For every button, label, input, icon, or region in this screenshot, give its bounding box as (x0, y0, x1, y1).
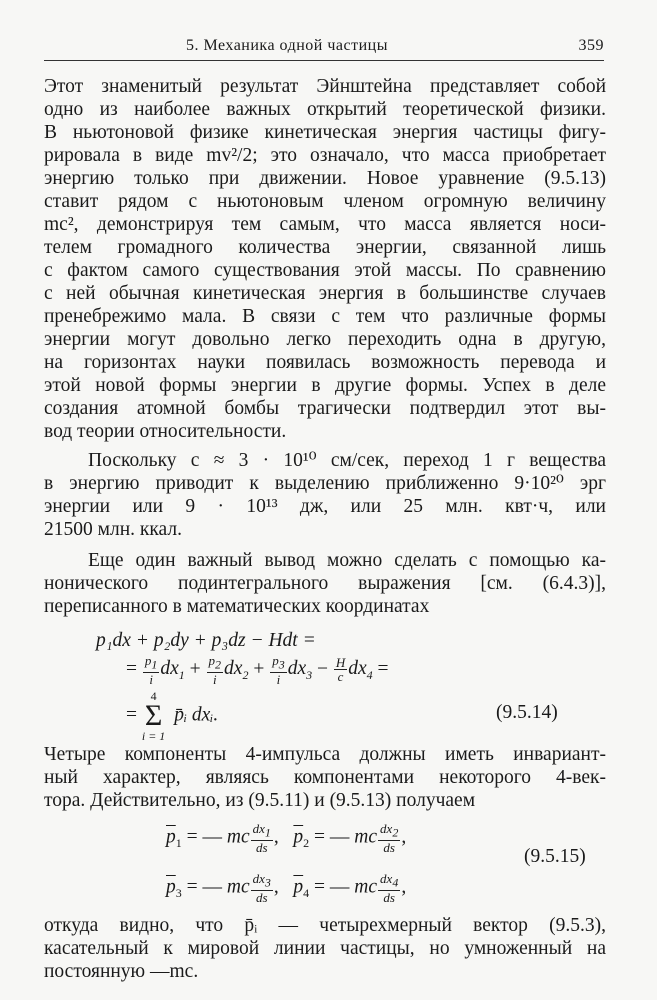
equation-row-1: $\overline{p}_1$ = — mc $\frac{dx_1}{ds}$ , $\overline{p}_2$ = — mc $\frac{dx_2}{ds}$ , (166, 821, 407, 855)
text-line: пренебрежимо мала. В связи с тем что различные формы (44, 306, 606, 327)
running-header (44, 34, 604, 61)
text-line: переписанного в математических координатах (44, 596, 430, 617)
text-line: этой новой формы энергии в другие формы. Успех в деле (44, 375, 606, 396)
text-line: на горизонтах науки появилась возможность перевода и (44, 352, 606, 373)
text-line: энергии могут довольно легко переходить одна в другую, (44, 329, 606, 350)
text-line: Поскольку c ≈ 3 · 10¹⁰ см/сек, переход 1 г вещества (88, 450, 606, 471)
equation-line-3: = 4 Σ i = 1 p̄ᵢ dxᵢ. (126, 689, 219, 743)
chapter-title: 5. Механика одной частицы (186, 37, 388, 54)
text-line: телем громадного количества энергии, связанной лишь (44, 237, 606, 258)
text-line: откуда видно, что p̄ᵢ — четырехмерный вектор (9.5.3), (44, 915, 606, 936)
text-line: Этот знаменитый результат Эйнштейна представляет собой (44, 76, 606, 97)
equation-line-1: p₁dx + p₂dy + p₃dz − Hdt = (96, 630, 316, 651)
text-line: нонического подинтегрального выражения [см. (6.4.3)], (44, 573, 606, 594)
text-line: рировала в виде mv²/2; это означало, что масса приобретает (44, 145, 606, 166)
equation-line-2: = $\frac{p_1}{i}$ $dx_1$ + $\frac{p_2}{i}$ $dx_2$ + $\frac{p_3}{i}$ $dx_3$ − $\frac{H}{c}$ $dx_4$ = (126, 653, 389, 687)
equation-row-2: $\overline{p}_3$ = — mc $\frac{dx_3}{ds}$ , $\overline{p}_4$ = — mc $\frac{dx_4}{ds}$ , (166, 871, 407, 905)
text-line: энергию только при движении. Новое уравнение (9.5.13) (44, 168, 606, 189)
text-line: касательный к мировой линии частицы, но умноженный на (44, 938, 606, 959)
text-line: ный характер, являясь компонентами некоторого 4-век- (44, 767, 606, 788)
text-line: ставит рядом с ньютоновым членом огромную величину (44, 191, 606, 212)
text-line: вод теории относительности. (44, 421, 287, 442)
equation-term: p̄ᵢ dxᵢ. (174, 704, 219, 726)
text-line: в энергию приводит к выделению приближенно 9·10²⁰ эрг (44, 473, 606, 494)
equation-number: (9.5.15) (524, 846, 586, 867)
text-line: Четыре компоненты 4-импульса должны иметь инвариант- (44, 744, 606, 765)
text-line: Еще один важный вывод можно сделать с помощью ка- (88, 550, 606, 571)
text-line: 21500 млн. ккал. (44, 519, 182, 540)
text-line: mc², демонстрируя тем самым, что масса является носи- (44, 214, 606, 235)
text-line: постоянную —mc. (44, 961, 199, 982)
text-line: с ней обычная кинетическая энергия в большинстве случаев (44, 283, 606, 304)
text-line: энергии или 9 · 10¹³ дж, или 25 млн. квт·ч, или (44, 496, 606, 517)
text-line: с фактом самого существования этой массы. По сравнению (44, 260, 606, 281)
text-line: В ньютоновой физике кинетическая энергия частицы фигу- (44, 122, 606, 143)
text-line: одно из наиболее важных открытий теоретической физики. (44, 99, 606, 120)
equation-number: (9.5.14) (496, 702, 558, 723)
text-line: тора. Действительно, из (9.5.11) и (9.5.13) получаем (44, 790, 476, 811)
page-number: 359 (578, 37, 604, 54)
text-line: создания атомной бомбы трагически подтвердил этот вы- (44, 398, 606, 419)
